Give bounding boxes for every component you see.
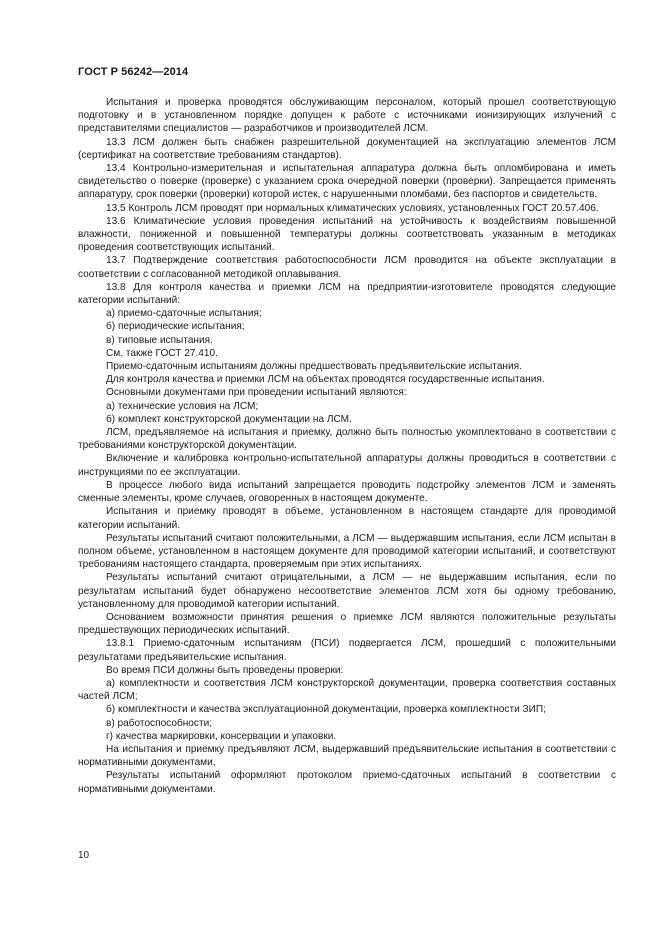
paragraph: См. также ГОСТ 27.410.	[106, 347, 218, 359]
paragraph: Испытания и приемку проводят в объеме, установленном в настоящем стандарте для проводимой категории испытаний.	[78, 506, 616, 531]
paragraph: 13.4 Контрольно-измерительная и испытательная аппаратура должна быть опломбирована и иметь свидетельство о поверке (проверке) с указанием срока очередной поверки (проверки). Запрещается применять аппаратуру, срок поверки (проверки) которой истек, с нарушенными пломбами, без паспортов и свидетельств.	[78, 163, 616, 201]
paragraph: Испытания и проверка проводятся обслуживающим персоналом, который прошел соответствующую подготовку и в установленном порядке допущен к работе с источниками ионизирующих излучений с представителями специалистов — разработчиков и производителей ЛСМ.	[78, 97, 616, 135]
paragraph: 13.3 ЛСМ должен быть снабжен разрешительной документацией на эксплуатацию элементов ЛСМ (сертификат на соответствие требованиям стандартов).	[78, 136, 616, 161]
paragraph: Основными документами при проведении испытаний являются:	[106, 387, 407, 399]
document-header: ГОСТ Р 56242—2014	[78, 66, 189, 78]
paragraph: Результаты испытаний оформляют протоколом приемо-сдаточных испытаний в соответствии с нормативными документами.	[78, 770, 616, 795]
paragraph: в) типовые испытания.	[106, 334, 213, 346]
paragraph: а) приемо-сдаточные испытания;	[106, 308, 262, 320]
paragraph: б) комплектности и качества эксплуатационной документации, проверка комплектности ЗИП;	[106, 704, 546, 716]
paragraph: 13.5 Контроль ЛСМ проводят при нормальных климатических условиях, установленных ГОСТ 20.57.406.	[106, 202, 599, 214]
paragraph: ЛСМ, предъявляемое на испытания и приемку, должно быть полностью укомплектовано в соответствии с требованиями конструкторской документации.	[78, 427, 616, 452]
paragraph: 13.8.1 Приемо-сдаточным испытаниям (ПСИ) подвергается ЛСМ, прошедший с положительными результатами предъявительские испытания.	[78, 638, 616, 663]
paragraph: 13.7 Подтверждение соответствия работоспособности ЛСМ проводится на объекте эксплуатации в соответствии с согласованной методикой оплавывания.	[78, 255, 616, 280]
paragraph: Основанием возможности принятия решения о приемке ЛСМ являются положительные результаты предшествующих периодических испытаний.	[78, 611, 616, 637]
paragraph: а) комплектности и соответствия ЛСМ конструкторской документации, проверка соответствия составных частей ЛСМ;	[78, 677, 616, 703]
paragraph: б) периодические испытания;	[106, 321, 245, 333]
paragraph: На испытания и приемку предъявляют ЛСМ, выдержавший предъявительские испытания в соответствии с нормативными документами,	[78, 743, 616, 769]
page-number: 10	[78, 850, 90, 861]
paragraph: 13.8 Для контроля качества и приемки ЛСМ на предприятии-изготовителе проводятся следующие категории испытаний:	[78, 281, 616, 307]
paragraph: 13.6 Климатические условия проведения испытаний на устойчивость к воздействиям повышенной влажности, пониженной и повышенной температуры должны соответствовать указанным в методиках проведения соответствующих испытаний.	[78, 215, 616, 254]
paragraph: а) технические условия на ЛСМ;	[106, 400, 259, 412]
document-body	[78, 96, 616, 796]
paragraph: Для контроля качества и приемки ЛСМ на объектах проводятся государственные испытания.	[106, 374, 545, 386]
paragraph: Включение и калибровка контрольно-испытательной аппаратуры должны проводиться в соответствии с инструкциями по ее эксплуатации.	[78, 453, 616, 478]
paragraph: г) качества маркировки, консервации и упаковки.	[106, 730, 337, 742]
paragraph: Результаты испытаний считают положительными, а ЛСМ — выдержавшим испытания, если ЛСМ испытан в полном объеме, установленном в настоящем документе для проводимой категории испытаний, и соответствуют требованиям настоящего стандарта, проверяемым при этих испытаниях.	[78, 532, 616, 571]
paragraph: Приемо-сдаточным испытаниям должны предшествовать предъявительские испытания.	[106, 361, 522, 373]
paragraph: Во время ПСИ должны быть проведены проверки:	[106, 664, 344, 676]
paragraph: б) комплект конструкторской документации на ЛСМ.	[106, 413, 352, 425]
paragraph: Результаты испытаний считают отрицательными, а ЛСМ — не выдержавшим испытания, если по результатам испытаний будет обнаружено несоответствие элементов ЛСМ хотя бы одному требованию, установленному для проводимой категории испытаний.	[78, 572, 616, 610]
paragraph: В процессе любого вида испытаний запрещается проводить подстройку элементов ЛСМ и заменять сменные элементы, кроме случаев, оговоренных в настоящем документе.	[78, 479, 616, 505]
paragraph: в) работоспособности;	[106, 717, 213, 729]
